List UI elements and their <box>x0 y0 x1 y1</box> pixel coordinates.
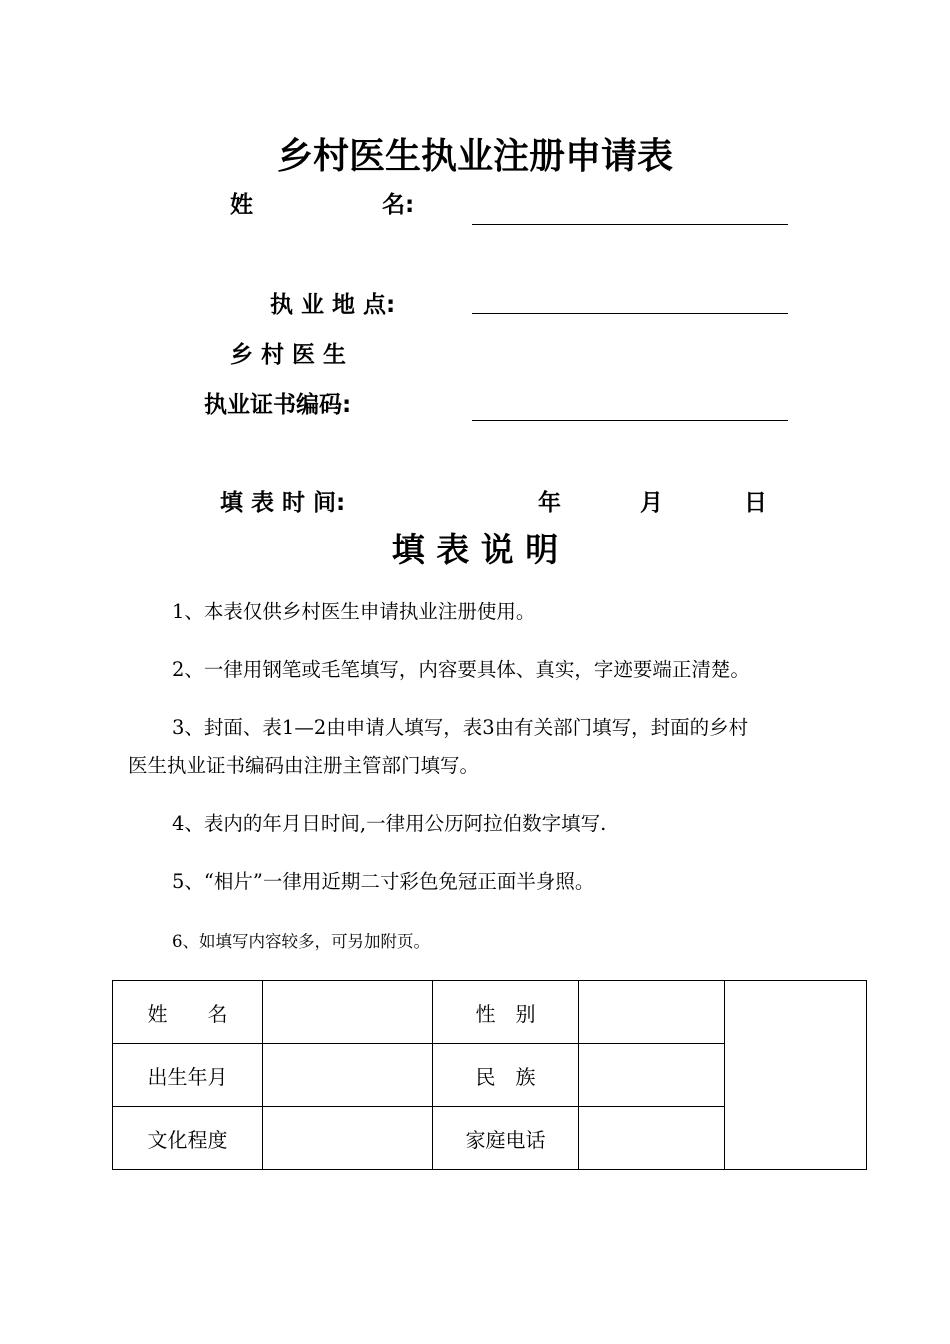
table-label-cell: 姓 名 <box>113 981 263 1044</box>
instruction-item-continued: 医生执业证书编码由注册主管部门填写。 <box>128 754 480 777</box>
instruction-item: 5、“相片”一律用近期二寸彩色免冠正面半身照。 <box>172 870 595 893</box>
table-label-cell: 家庭电话 <box>433 1107 579 1170</box>
day-label: 日 <box>744 490 767 516</box>
name-label-part1: 姓 <box>230 192 253 218</box>
cert-input-line[interactable] <box>472 420 788 421</box>
instruction-item: 2、一律用钢笔或毛笔填写，内容要具体、真实，字迹要端正清楚。 <box>172 658 750 681</box>
instruction-item: 3、封面、表1—2由申请人填写，表3由有关部门填写，封面的乡村 <box>172 716 749 739</box>
applicant-info-table <box>112 980 867 1170</box>
photo-cell[interactable] <box>725 981 867 1170</box>
date-label: 填 表 时 间: <box>220 490 346 516</box>
name-input-line[interactable] <box>472 224 788 225</box>
name-label-part2: 名: <box>382 192 415 218</box>
table-row <box>113 981 867 1044</box>
table-label-cell: 文化程度 <box>113 1107 263 1170</box>
table-label-cell: 民 族 <box>433 1044 579 1107</box>
table-value-cell[interactable] <box>263 981 433 1044</box>
page-title: 乡村医生执业注册申请表 <box>276 136 673 177</box>
table-value-cell[interactable] <box>579 1107 725 1170</box>
instructions-title: 填 表 说 明 <box>391 530 559 569</box>
cert-label-part1: 乡 村 医 生 <box>230 342 347 368</box>
month-label: 月 <box>640 490 663 516</box>
instruction-item: 6、如填写内容较多，可另加附页。 <box>172 932 430 951</box>
location-label: 执 业 地 点: <box>270 292 396 318</box>
year-label: 年 <box>538 490 561 516</box>
location-input-line[interactable] <box>472 313 788 314</box>
table-label-cell: 出生年月 <box>113 1044 263 1107</box>
instruction-item: 4、表内的年月日时间,一律用公历阿拉伯数字填写. <box>172 812 607 835</box>
table-label-cell: 性 别 <box>433 981 579 1044</box>
table-value-cell[interactable] <box>579 981 725 1044</box>
table-value-cell[interactable] <box>263 1107 433 1170</box>
instruction-item: 1、本表仅供乡村医生申请执业注册使用。 <box>172 600 536 623</box>
table-value-cell[interactable] <box>263 1044 433 1107</box>
cert-label-part2: 执业证书编码: <box>204 392 352 418</box>
table-value-cell[interactable] <box>579 1044 725 1107</box>
